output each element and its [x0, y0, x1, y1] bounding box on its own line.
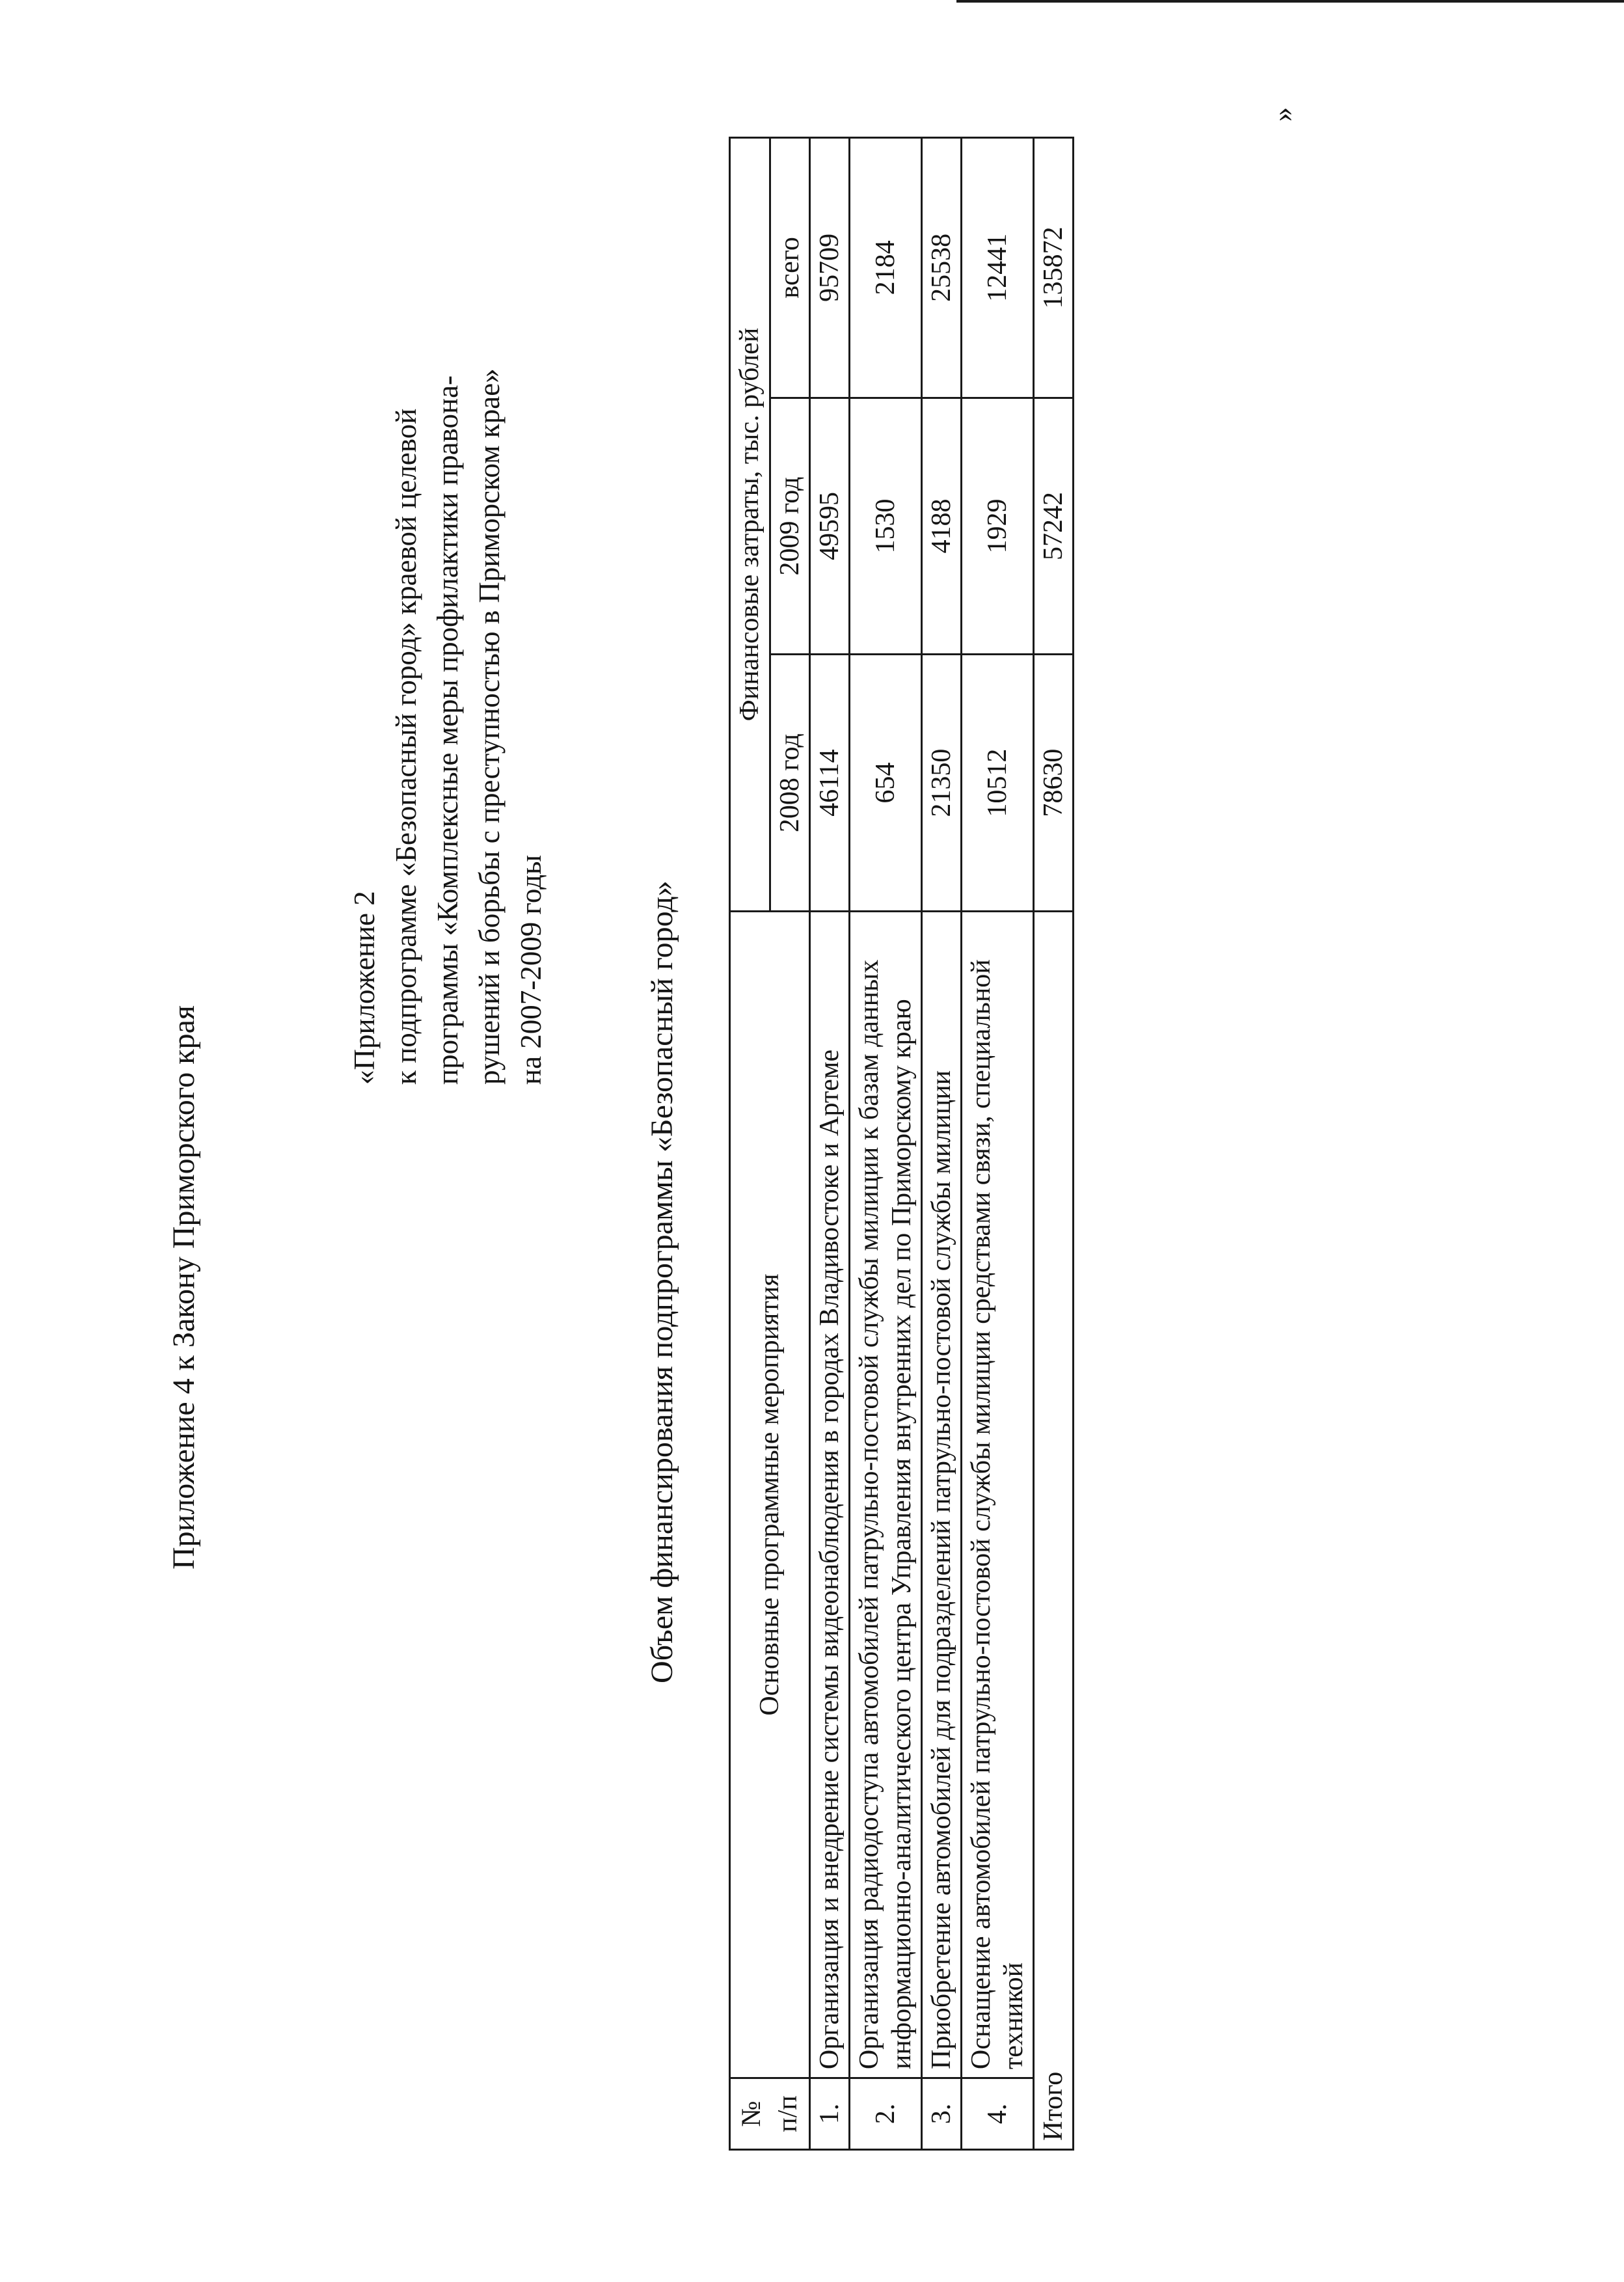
row-2009-value: 1929 [962, 398, 1034, 655]
header-year-2009: 2009 год [770, 398, 810, 655]
row-2008-value: 10512 [962, 655, 1034, 912]
appendix-reference [344, 368, 552, 1085]
row-number: 3. [922, 2078, 962, 2150]
row-activity: Организация и внедрение системы видеонаблюдения в городах Владивостоке и Артеме [810, 911, 850, 2078]
row-total-value: 95709 [810, 138, 850, 398]
header-number: № п/п [730, 2078, 810, 2150]
total-sum-value: 135872 [1034, 138, 1074, 398]
closing-quote: » [1266, 107, 1299, 122]
row-2009-value: 49595 [810, 398, 850, 655]
row-total-value: 25538 [922, 138, 962, 398]
row-2009-value: 1530 [850, 398, 922, 655]
header-total: всего [770, 138, 810, 398]
row-total-value: 12441 [962, 138, 1034, 398]
row-number: 4. [962, 2078, 1034, 2150]
table-total-row [1034, 138, 1074, 2150]
law-heading: Приложение 4 к Закону Приморского края [167, 1005, 201, 1569]
row-number: 2. [850, 2078, 922, 2150]
table-row [922, 138, 962, 2150]
row-number: 1. [810, 2078, 850, 2150]
table-row [962, 138, 1034, 2150]
appendix-line: на 2007-2009 годы [515, 854, 547, 1085]
row-activity: Организация радиодоступа автомобилей патрульно-постовой службы милиции к базам данных информационно-аналитического центра Управления внутренних дел по Приморскому краю [850, 911, 922, 2078]
row-2008-value: 46114 [810, 655, 850, 912]
appendix-line: к подпрограмме «Безопасный город» краевой целевой [390, 408, 422, 1085]
total-2008-value: 78630 [1034, 655, 1074, 912]
row-total-value: 2184 [850, 138, 922, 398]
table-header-row [730, 138, 770, 2150]
table-row [850, 138, 922, 2150]
table-title: Объем финансирования подпрограммы «Безопасный город» [645, 880, 679, 1683]
total-2009-value: 57242 [1034, 398, 1074, 655]
row-2008-value: 21350 [922, 655, 962, 912]
table-row [810, 138, 850, 2150]
row-activity: Приобретение автомобилей для подразделений патрульно-постовой службы милиции [922, 911, 962, 2078]
row-2009-value: 4188 [922, 398, 962, 655]
header-activities: Основные программные мероприятия [730, 911, 810, 2078]
appendix-line: программы «Комплексные меры профилактики правона- [431, 375, 464, 1085]
header-financial-costs: Финансовые затраты, тыс. рублей [730, 138, 770, 912]
row-activity: Оснащение автомобилей патрульно-постовой службы милиции средствами связи, специальной техникой [962, 911, 1034, 2078]
appendix-line: «Приложение 2 [348, 891, 381, 1085]
row-2008-value: 654 [850, 655, 922, 912]
header-year-2008: 2008 год [770, 655, 810, 912]
appendix-line: рушений и борьбы с преступностью в Приморском крае» [473, 368, 506, 1085]
financing-table [729, 137, 1074, 2151]
total-label: Итого [1034, 911, 1074, 2149]
